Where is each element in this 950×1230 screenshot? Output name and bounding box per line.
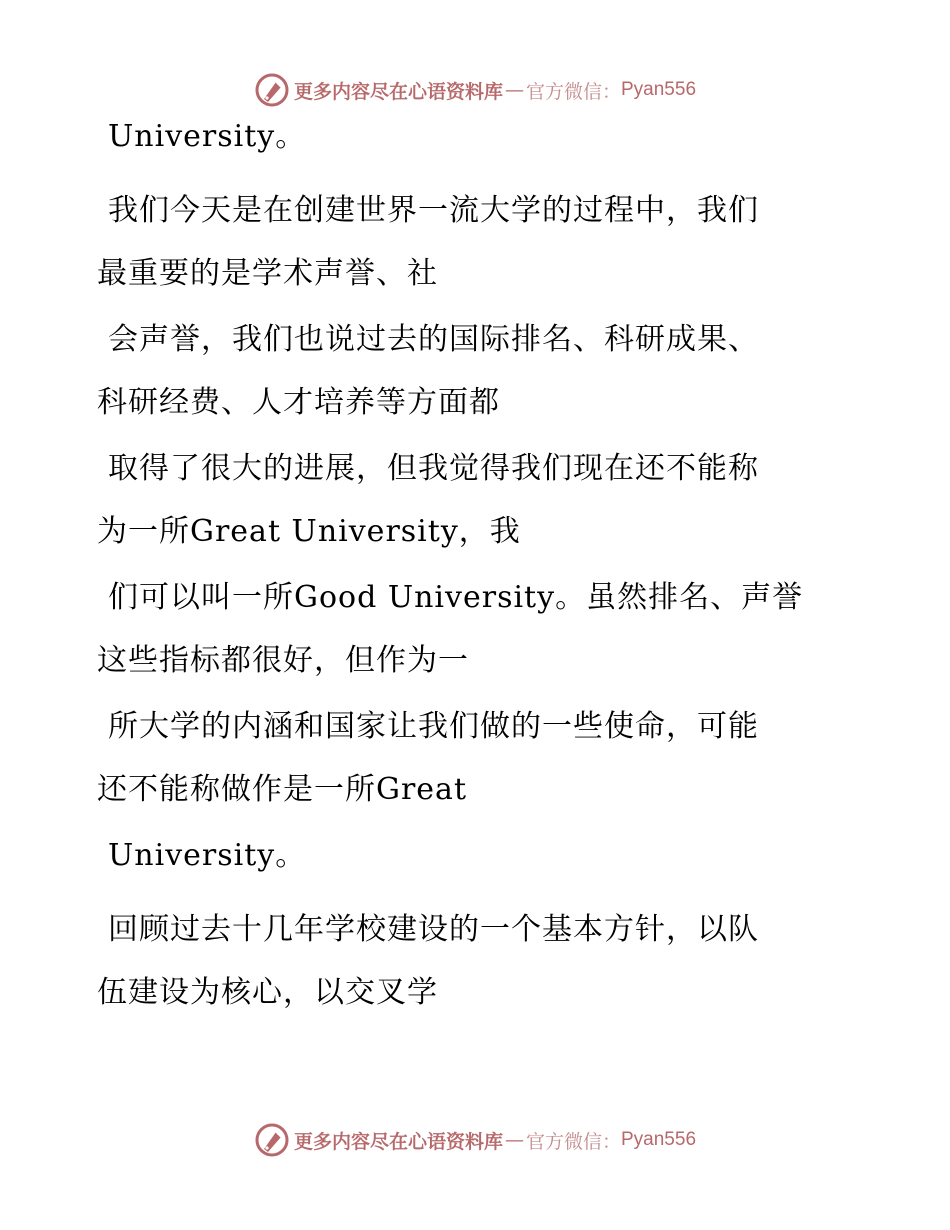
- text-line: 所大学的内涵和国家让我们做的一些使命，可能: [108, 709, 759, 744]
- document-body: [97, 119, 867, 1010]
- footer-brand-text: 更多内容尽在心语资料库: [293, 1130, 503, 1153]
- paragraph-1: [97, 119, 867, 154]
- text-line: 伍建设为核心，以交叉学: [97, 975, 438, 1010]
- text-line: 还不能称做作是一所Great: [97, 772, 468, 807]
- text-line: 为一所Great University，我: [97, 514, 521, 549]
- footer-banner: [0, 1120, 950, 1160]
- pen-nib-circle-icon: [254, 1122, 290, 1158]
- header-brand-text: 更多内容尽在心语资料库: [293, 80, 503, 103]
- paragraph-8: [97, 912, 867, 1010]
- header-dash: —: [504, 79, 524, 101]
- text-line: 会声誉，我们也说过去的国际排名、科研成果、: [108, 322, 759, 357]
- text-line: 这些指标都很好，但作为一: [97, 643, 469, 678]
- paragraph-6: [97, 709, 867, 807]
- text-line: 我们今天是在创建世界一流大学的过程中，我们: [108, 193, 759, 228]
- text-line: 取得了很大的进展，但我觉得我们现在还不能称: [108, 451, 759, 486]
- paragraph-3: [97, 322, 867, 420]
- text-line: 最重要的是学术声誉、社: [97, 256, 438, 291]
- header-official-label: 官方微信：: [525, 80, 621, 103]
- footer-official-label: 官方微信：: [525, 1130, 621, 1153]
- text-line: University。: [108, 119, 307, 154]
- pen-nib-circle-icon: [254, 72, 290, 108]
- paragraph-5: [97, 580, 867, 678]
- paragraph-7: [97, 838, 867, 873]
- paragraph-4: [97, 451, 867, 549]
- text-line: University。: [108, 838, 307, 873]
- paragraph-2: [97, 193, 867, 291]
- text-line: 们可以叫一所Good University。虽然排名、声誉: [108, 580, 804, 615]
- text-line: 科研经费、人才培养等方面都: [97, 385, 500, 420]
- header-banner: [0, 70, 950, 110]
- footer-wechat-id: Pyan556: [621, 1129, 697, 1150]
- header-wechat-id: Pyan556: [621, 79, 697, 100]
- text-line: 回顾过去十几年学校建设的一个基本方针，以队: [108, 912, 759, 947]
- footer-dash: —: [504, 1129, 524, 1151]
